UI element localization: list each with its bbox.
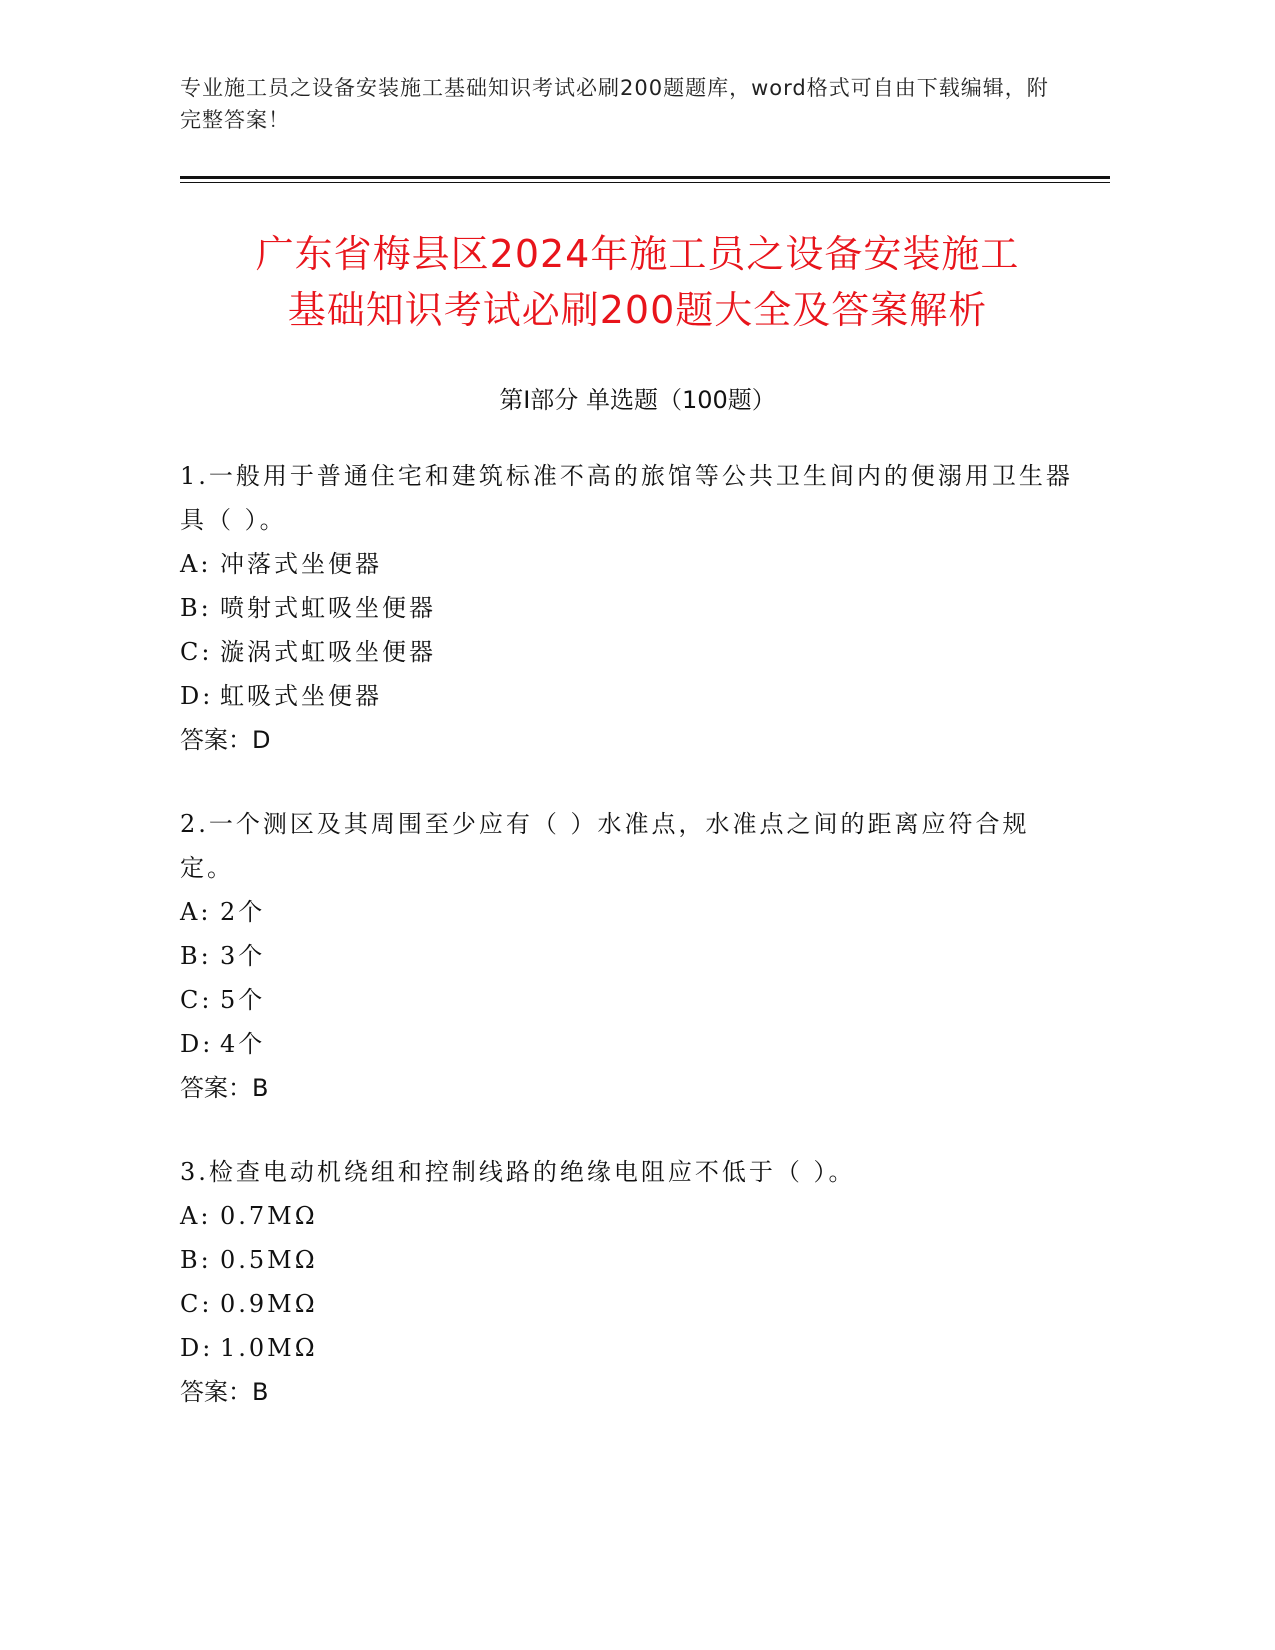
header-note: 专业施工员之设备安装施工基础知识考试必刷200题题库，word格式可自由下载编辑，附完整答案！ <box>180 76 1049 132</box>
option-c <box>180 630 1080 674</box>
option-text: 2个 <box>220 898 266 926</box>
document-title <box>100 226 1175 338</box>
option-text: 3个 <box>220 942 266 970</box>
option-letter: A: <box>180 550 212 578</box>
option-a <box>180 542 1080 586</box>
option-text: 虹吸式坐便器 <box>220 682 382 710</box>
option-letter: A: <box>180 898 212 926</box>
option-letter: C: <box>180 638 213 666</box>
document-title-line-1: 广东省梅县区2024年施工员之设备安装施工 <box>255 232 1020 276</box>
option-text: 漩涡式虹吸坐便器 <box>220 638 436 666</box>
option-c <box>180 978 1080 1022</box>
option-text: 0.5MΩ <box>220 1246 318 1274</box>
option-text: 冲落式坐便器 <box>220 550 382 578</box>
question-stem: 3.检查电动机绕组和控制线路的绝缘电阻应不低于（ ）。 <box>180 1158 856 1186</box>
option-b <box>180 586 1080 630</box>
option-b <box>180 934 1080 978</box>
option-a <box>180 890 1080 934</box>
answer-label: 答案：B <box>180 1074 269 1102</box>
option-d <box>180 1022 1080 1066</box>
option-letter: A: <box>180 1202 212 1230</box>
option-letter: B: <box>180 1246 212 1274</box>
option-text: 1.0MΩ <box>220 1334 318 1362</box>
section-title: 第Ⅰ部分 单选题（100题） <box>499 386 776 414</box>
option-text: 0.9MΩ <box>220 1290 318 1318</box>
option-text: 喷射式虹吸坐便器 <box>220 594 436 622</box>
option-letter: C: <box>180 1290 213 1318</box>
option-letter: D: <box>180 682 214 710</box>
header-divider-thick <box>180 176 1110 179</box>
question-1 <box>180 454 1080 762</box>
option-c <box>180 1282 1080 1326</box>
header-divider-thin <box>180 182 1110 183</box>
option-text: 4个 <box>220 1030 266 1058</box>
question-stem: 1.一般用于普通住宅和建筑标准不高的旅馆等公共卫生间内的便溺用卫生器具（ ）。 <box>180 462 1073 534</box>
option-letter: D: <box>180 1334 214 1362</box>
option-letter: D: <box>180 1030 214 1058</box>
option-letter: C: <box>180 986 213 1014</box>
option-text: 5个 <box>220 986 266 1014</box>
option-letter: B: <box>180 942 212 970</box>
option-letter: B: <box>180 594 212 622</box>
option-d <box>180 1326 1080 1370</box>
option-b <box>180 1238 1080 1282</box>
question-stem: 2.一个测区及其周围至少应有（ ）水准点，水准点之间的距离应符合规定。 <box>180 810 1030 882</box>
option-text: 0.7MΩ <box>220 1202 318 1230</box>
option-a <box>180 1194 1080 1238</box>
question-3 <box>180 1150 1080 1414</box>
document-title-line-2: 基础知识考试必刷200题大全及答案解析 <box>287 288 988 332</box>
question-2 <box>180 802 1080 1110</box>
option-d <box>180 674 1080 718</box>
answer-label: 答案：D <box>180 726 271 754</box>
answer-label: 答案：B <box>180 1378 269 1406</box>
